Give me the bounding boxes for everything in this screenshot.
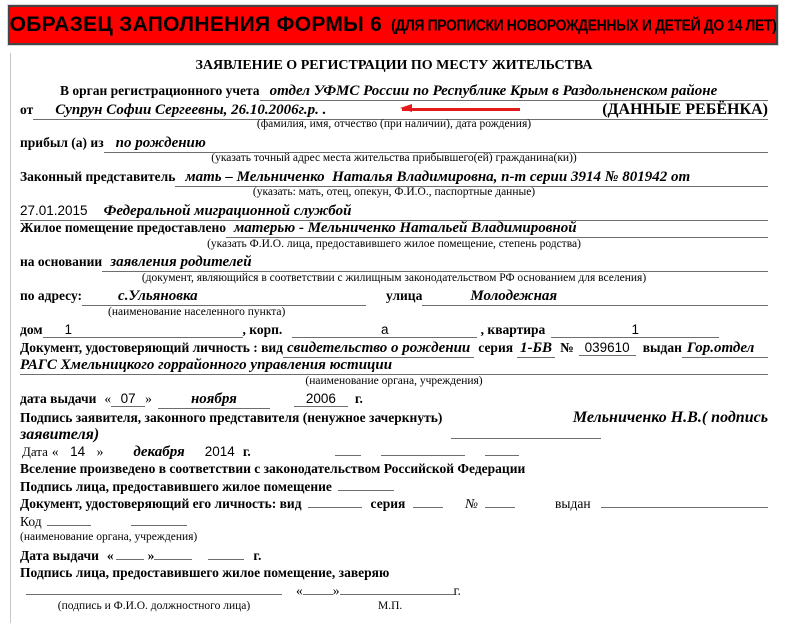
org-value-field: отдел УФМС России по Республике Крым в Раздольненском районе — [260, 83, 768, 101]
from-label: от — [20, 101, 34, 117]
number-field: 039610 — [579, 340, 636, 356]
arrived-label: прибыл (а) из — [20, 134, 104, 150]
provider-issued-label: выдан — [555, 496, 591, 511]
blank-line — [485, 507, 515, 508]
house-label: дом — [20, 322, 43, 337]
provider-date-row — [20, 548, 768, 566]
representative-issuer: Федеральной миграционной службой — [103, 202, 352, 219]
series-label: серия — [478, 339, 514, 355]
representative-hint: (указать: мать, отец, опекун, Ф.И.О., паспортные данные) — [252, 186, 536, 198]
official-sign-row — [20, 583, 768, 601]
laquo: « — [51, 443, 59, 459]
blank-line — [338, 490, 394, 491]
page-left-rule — [10, 53, 11, 623]
official-hint-row — [20, 600, 768, 618]
provider-date-suffix: г. — [253, 547, 262, 563]
issue-date-label: дата выдачи — [20, 391, 97, 406]
address-hint: (наименование населенного пункта) — [108, 305, 286, 318]
blank-line — [413, 507, 443, 508]
issue-year-field: 2006 — [294, 391, 348, 407]
representative-label: Законный представитель — [20, 168, 176, 184]
raquo: » — [147, 547, 155, 563]
issue-month-field: ноября — [158, 391, 270, 409]
application-form — [0, 58, 786, 618]
from-value-field — [33, 101, 768, 120]
street-field: Молодежная — [422, 288, 768, 306]
from-hint: (фамилия, имя, отчество (при наличии), дата рождения) — [256, 118, 532, 130]
raquo: » — [145, 391, 152, 406]
official-hint: (подпись и Ф.И.О. должностного лица) — [57, 600, 251, 612]
certify-label: Подпись лица, предоставившего жилое помещение, заверяю — [20, 565, 390, 580]
from-value: Супрун Софии Сергеевны, 26.10.2006г.р. . — [55, 101, 327, 118]
bottom-year-suffix: г. — [453, 582, 461, 598]
applicant-sign-label: Подпись заявителя, законного представителя (ненужное зачеркнуть) — [20, 409, 443, 425]
arrived-value-field: по рождению — [104, 135, 768, 153]
issuer-hint: (наименование органа, учреждения) — [305, 374, 483, 387]
date-day: 14 — [70, 443, 86, 459]
settlement-field: с.Ульяновка — [82, 288, 366, 306]
child-data-note: (ДАННЫЕ РЕБЁНКА) — [602, 100, 768, 118]
series-field: 1-БВ — [517, 340, 555, 358]
address-row — [20, 288, 768, 306]
street-label: улица — [386, 288, 423, 303]
year-suffix: г. — [354, 391, 363, 406]
basis-row — [20, 254, 768, 272]
provider-sign-row — [20, 479, 768, 497]
blank-line — [485, 455, 519, 456]
date-suffix: г. — [242, 443, 251, 459]
basis-label: на основании — [20, 254, 103, 269]
housing-hint: (указать Ф.И.О. лица, предоставившего жилое помещение, степень родства) — [207, 237, 581, 250]
provider-series-label: серия — [370, 496, 406, 511]
certify-row — [20, 565, 768, 583]
korp-label: , корп. — [242, 322, 283, 337]
issue-day-field: 07 — [111, 391, 145, 407]
provider-date-label: Дата выдачи — [20, 547, 99, 563]
issued-label: выдан — [642, 339, 682, 355]
raquo: » — [332, 582, 340, 598]
blank-signature-line — [451, 438, 601, 439]
blank-line — [308, 507, 362, 508]
org-label: В орган регистрационного учета — [60, 83, 260, 98]
basis-hint: (документ, являющийся в соответствии с жилищным законодательством РФ основанием для вселения) — [141, 271, 647, 284]
red-arrow-icon — [402, 108, 520, 111]
blank-line — [116, 559, 144, 560]
house-row — [20, 322, 768, 340]
sample-banner — [8, 5, 778, 45]
blank-line — [131, 525, 187, 526]
representative-row — [20, 169, 768, 187]
provider-sign-label: Подпись лица, предоставившего жилое помещение — [20, 478, 332, 494]
blank-line — [154, 559, 192, 560]
banner-subtitle: (ДЛЯ ПРОПИСКИ НОВОРОЖДЕННЫХ И ДЕТЕЙ ДО 14 ЛЕТ) — [391, 16, 777, 34]
blank-line — [303, 594, 333, 595]
representative-issuer-field — [20, 203, 768, 221]
banner-title: ОБРАЗЕЦ ЗАПОЛНЕНИЯ ФОРМЫ 6 — [9, 13, 383, 36]
doc-type-field: свидетельство о рождении — [283, 340, 474, 358]
representative-date: 27.01.2015 — [20, 202, 88, 218]
org-row — [20, 83, 768, 101]
issue-date-row — [20, 391, 768, 409]
issuer-field-2: РАГС Хмельницкого горрайонного управления юстиции — [20, 357, 768, 375]
arrived-hint: (указать точный адрес места жительства прибывшего(ей) гражданина(ки)) — [211, 152, 577, 164]
from-row — [20, 101, 768, 119]
identity-doc-row — [20, 340, 768, 358]
form-title: ЗАЯВЛЕНИЕ О РЕГИСТРАЦИИ ПО МЕСТУ ЖИТЕЛЬСТВА — [195, 58, 593, 73]
basis-value-field: заявления родителей — [102, 254, 768, 272]
movein-row — [20, 461, 768, 479]
arrived-row — [20, 135, 768, 153]
stamp-label: М.П. — [378, 600, 403, 612]
code-label: Код — [20, 513, 42, 529]
org-hint: (наименование органа, учреждения) — [20, 531, 198, 543]
applicant-signature-2: заявителя) — [20, 426, 100, 443]
provider-number-label: № — [465, 496, 479, 511]
identity-doc-label: Документ, удостоверяющий личность : вид — [20, 339, 284, 355]
raquo: » — [96, 443, 104, 459]
housing-row — [20, 220, 768, 238]
applicant-sign-row-2 — [20, 426, 768, 444]
blank-line — [47, 525, 91, 526]
blank-line — [335, 455, 361, 456]
korp-field: а — [292, 322, 477, 338]
official-signature-line — [26, 594, 282, 595]
representative-value-field: мать – Мельниченко Наталья Владимировна, п-т серии 3914 № 801942 от — [175, 169, 768, 187]
laquo: « — [104, 391, 112, 406]
blank-line — [208, 559, 244, 560]
blank-line — [601, 507, 768, 508]
number-label: № — [560, 339, 574, 355]
blank-line — [340, 594, 454, 595]
house-field: 1 — [43, 322, 243, 338]
apartment-field: 1 — [551, 322, 719, 338]
date-year: 2014 — [204, 443, 235, 459]
laquo: « — [296, 582, 303, 598]
housing-label: Жилое помещение предоставлено — [20, 220, 227, 235]
date-label: Дата — [22, 443, 48, 459]
provider-doc-row — [20, 496, 768, 514]
issuer-field-1: Гор.отдел — [682, 340, 768, 358]
movein-text: Вселение произведено в соответствии с законодательством Российской Федерации — [20, 461, 526, 476]
code-row — [20, 514, 768, 532]
provider-doc-label: Документ, удостоверяющий его личность: вид — [20, 496, 302, 511]
address-label: по адресу: — [20, 288, 83, 303]
blank-line — [381, 455, 465, 456]
date-month: декабря — [133, 443, 185, 460]
applicant-sign-row — [20, 409, 768, 427]
date-row — [20, 444, 768, 462]
identity-doc-issuer-row — [20, 357, 768, 375]
housing-value-field: матерью - Мельниченко Натальей Владимировной — [226, 220, 768, 238]
applicant-signature-1: Мельниченко Н.В.( подпись — [572, 408, 768, 426]
apartment-label: , квартира — [477, 322, 546, 337]
laquo: « — [106, 547, 114, 563]
representative-issuer-row — [20, 203, 768, 221]
